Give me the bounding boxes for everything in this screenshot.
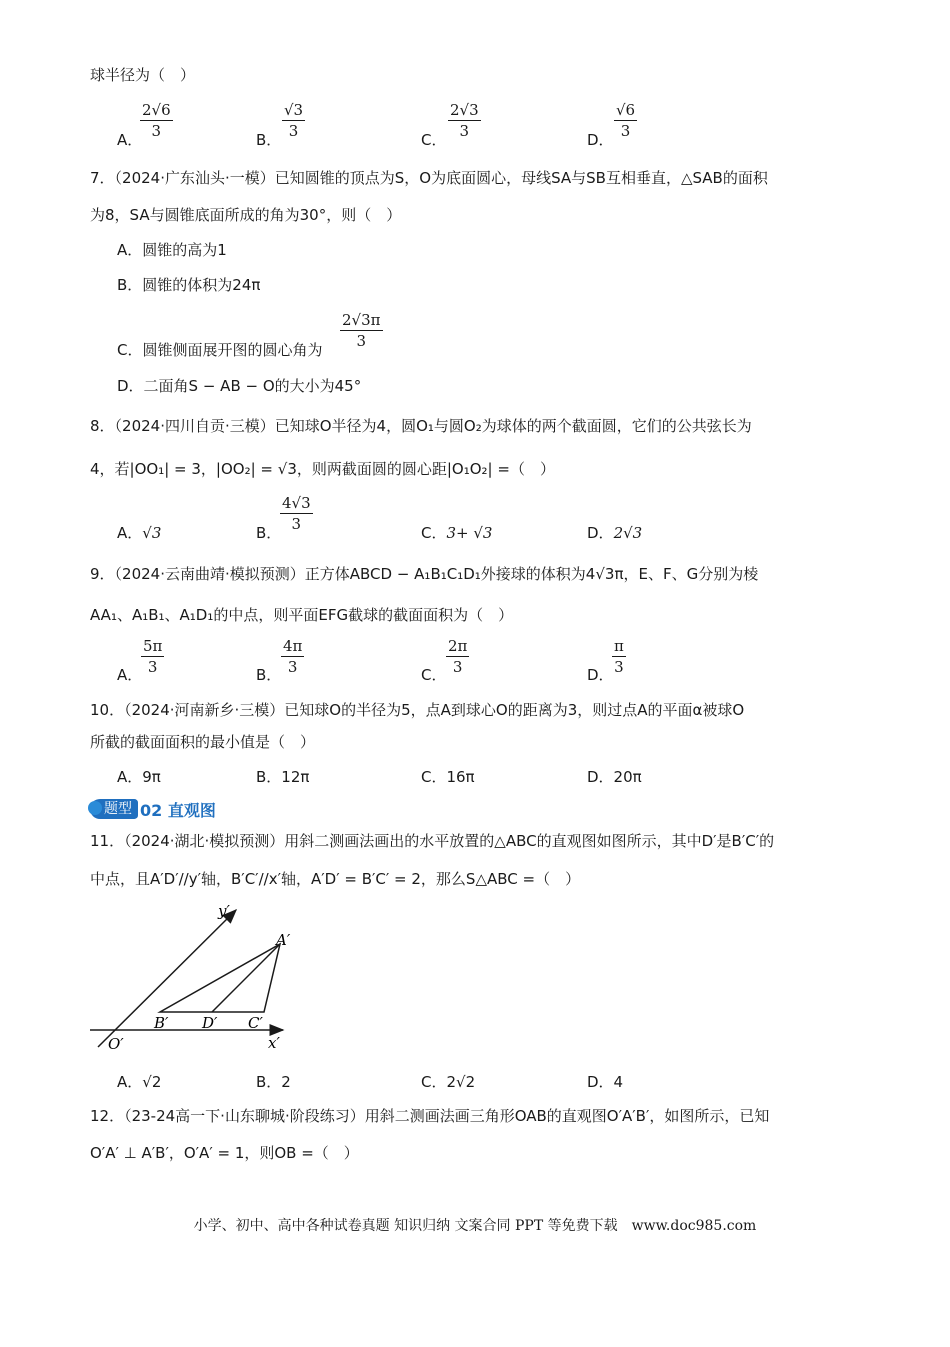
fraction-numerator: 2√3 — [450, 101, 479, 119]
option-letter: A． — [117, 524, 143, 542]
option-letter: C． — [421, 524, 447, 542]
q9-stem-line1: 9．（2024·云南曲靖·模拟预测）正方体ABCD − A₁B₁C₁D₁外接球的体积为4√3π，E、F、G分别为棱 — [90, 565, 759, 583]
q9-option-b-fraction — [281, 636, 304, 677]
page-footer: 小学、初中、高中各种试卷真题 知识归纳 文案合同 PPT 等免费下载 www.doc985.com — [193, 1218, 757, 1234]
q6-option-a-letter[interactable]: A． — [117, 131, 143, 149]
fraction-denominator: 3 — [287, 658, 298, 676]
q8-stem-line2: 4，若|OO₁| = 3，|OO₂| = √3，则两截面圆的圆心距|O₁O₂| =（ ） — [90, 460, 555, 478]
q9-option-d-fraction — [612, 636, 626, 677]
q8-stem-line1: 8．（2024·四川自贡·三模）已知球O半径为4，圆O₁与圆O₂为球体的两个截面圆，它们的公共弦长为 — [90, 417, 752, 435]
q10-stem-line1: 10．（2024·河南新乡·三模）已知球O的半径为5，点A到球心O的距离为3，则过点A的平面α被球O — [90, 701, 745, 719]
q9-option-a-fraction — [141, 636, 164, 677]
fraction-numerator: 2√6 — [142, 101, 171, 119]
q6-tail: 球半径为（ ） — [90, 66, 196, 84]
fraction-denominator: 3 — [151, 122, 162, 140]
q10-option-c[interactable]: C．16π — [421, 768, 475, 786]
q6-option-d-fraction — [614, 100, 637, 141]
option-value: √3 — [142, 524, 162, 542]
q10-option-b[interactable]: B．12π — [256, 768, 310, 786]
fraction-denominator: 3 — [291, 515, 302, 533]
q8-option-b-fraction — [280, 493, 313, 534]
q9-option-a-letter[interactable]: A． — [117, 666, 143, 684]
fraction-denominator: 3 — [614, 658, 624, 676]
q6-option-c-letter[interactable]: C． — [421, 131, 447, 149]
option-value: 3+ √3 — [446, 524, 493, 542]
q6-option-b-letter[interactable]: B． — [256, 131, 282, 149]
fraction-denominator: 3 — [288, 122, 299, 140]
q7-option-a[interactable]: A．圆锥的高为1 — [117, 241, 227, 259]
q11-option-c[interactable]: C．2√2 — [421, 1073, 476, 1091]
q7-option-b[interactable]: B．圆锥的体积为24π — [117, 276, 261, 294]
q7-option-c[interactable]: C．圆锥侧面展开图的圆心角为 — [117, 341, 323, 359]
fraction-denominator: 3 — [620, 122, 631, 140]
fraction-numerator: π — [614, 637, 624, 655]
q7-stem-line2: 为8，SA与圆锥底面所成的角为30°，则（ ） — [90, 206, 402, 224]
section-badge-label: 题型 — [104, 801, 132, 817]
q6-option-d-letter[interactable]: D． — [587, 131, 614, 149]
fraction-numerator: √6 — [616, 101, 636, 119]
q8-option-c[interactable] — [421, 523, 492, 543]
q8-option-d[interactable] — [587, 523, 642, 543]
x-axis-label: x′ — [268, 1034, 280, 1052]
q9-option-c-fraction — [446, 636, 469, 677]
section-header — [90, 798, 216, 820]
fraction-numerator: 4√3 — [282, 494, 311, 512]
median-ad — [212, 944, 280, 1012]
point-b-label: B′ — [154, 1014, 169, 1032]
q9-option-c-letter[interactable]: C． — [421, 666, 447, 684]
section-title: 02 直观图 — [140, 800, 216, 820]
q11-stem-line1: 11．（2024·湖北·模拟预测）用斜二测画法画出的水平放置的△ABC的直观图如图所示，其中D′是B′C′的 — [90, 832, 775, 850]
q8-option-b-letter[interactable]: B． — [256, 524, 282, 542]
q11-option-b[interactable]: B．2 — [256, 1073, 291, 1091]
fraction-denominator: 3 — [147, 658, 158, 676]
fraction-denominator: 3 — [356, 332, 367, 350]
q6-option-c-fraction — [448, 100, 481, 141]
q8-option-a[interactable] — [117, 523, 161, 543]
q12-stem-line2: O′A′ ⊥ A′B′，O′A′ = 1，则OB =（ ） — [90, 1144, 359, 1162]
fraction-numerator: 5π — [143, 637, 163, 655]
q11-option-a[interactable]: A．√2 — [117, 1073, 162, 1091]
q11-stem-line2: 中点，且A′D′//y′轴，B′C′//x′轴，A′D′ = B′C′ = 2，那么S△ABC =（ ） — [90, 870, 581, 888]
fraction-denominator: 3 — [452, 658, 463, 676]
fraction-denominator: 3 — [459, 122, 470, 140]
q7-option-c-fraction — [340, 310, 383, 351]
fraction-numerator: √3 — [284, 101, 304, 119]
q10-option-a[interactable]: A．9π — [117, 768, 161, 786]
q6-option-a-fraction — [140, 100, 173, 141]
q6-option-b-fraction — [282, 100, 305, 141]
triangle-abc — [160, 944, 280, 1012]
q12-stem-line1: 12．（23-24高一下·山东聊城·阶段练习）用斜二测画法画三角形OAB的直观图O′A′B′，如图所示，已知 — [90, 1107, 770, 1125]
option-value: 2√3 — [613, 524, 643, 542]
section-badge — [90, 799, 138, 819]
q7-stem-line1: 7．（2024·广东汕头·一模）已知圆锥的顶点为S，O为底面圆心，母线SA与SB互相垂直，△SAB的面积 — [90, 169, 768, 187]
fraction-numerator: 2π — [448, 637, 468, 655]
origin-label: O′ — [108, 1035, 124, 1053]
option-letter: D． — [587, 524, 614, 542]
fraction-numerator: 4π — [283, 637, 303, 655]
q7-option-d[interactable]: D．二面角S − AB − O的大小为45° — [117, 377, 362, 395]
point-d-label: D′ — [202, 1014, 218, 1032]
y-axis-label: y′ — [218, 902, 230, 920]
q10-stem-line2: 所截的截面面积的最小值是（ ） — [90, 733, 316, 751]
q10-option-d[interactable]: D．20π — [587, 768, 642, 786]
q9-option-b-letter[interactable]: B． — [256, 666, 282, 684]
point-a-label: A′ — [276, 931, 291, 949]
location-pin-icon — [88, 801, 102, 815]
q11-figure — [88, 900, 298, 1060]
fraction-numerator: 2√3π — [342, 311, 381, 329]
q9-stem-line2: AA₁、A₁B₁、A₁D₁的中点，则平面EFG截球的截面面积为（ ） — [90, 606, 514, 624]
q9-option-d-letter[interactable]: D． — [587, 666, 614, 684]
point-c-label: C′ — [248, 1014, 263, 1032]
q11-option-d[interactable]: D．4 — [587, 1073, 624, 1091]
